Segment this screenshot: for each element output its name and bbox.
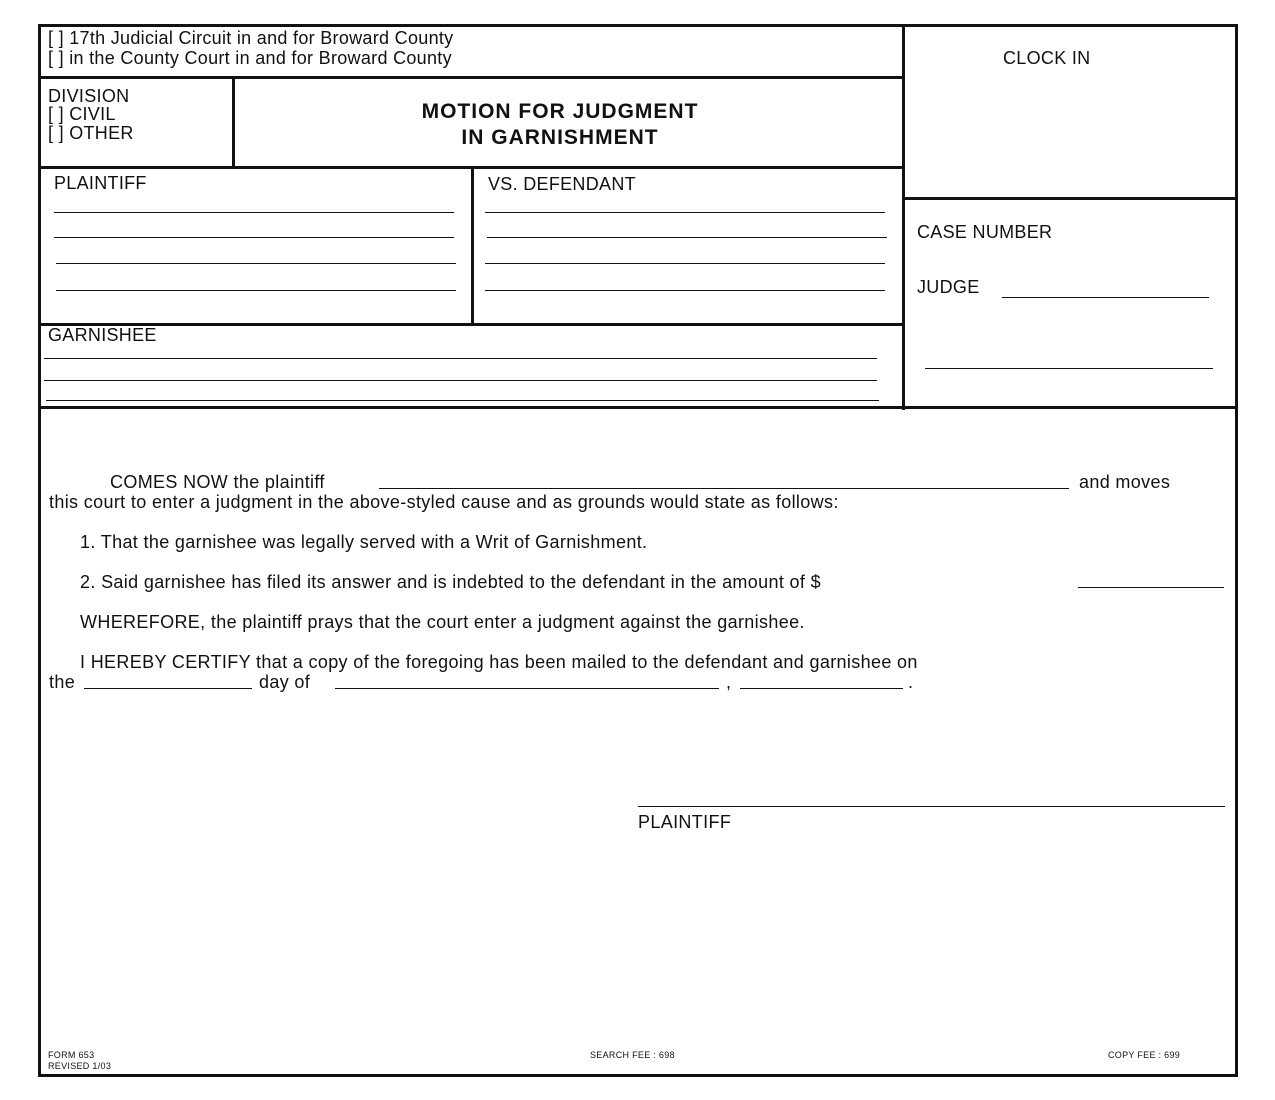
frame-bottom (38, 1074, 1238, 1077)
form-title (235, 99, 885, 151)
the-text: the (49, 672, 76, 692)
wherefore-text: WHEREFORE, the plaintiff prays that the court enter a judgment against the garnishee. (80, 612, 805, 632)
divider-parties (471, 166, 474, 326)
divider-clock-in (904, 197, 1238, 200)
comes-now-text: COMES NOW the plaintiff (110, 472, 325, 492)
garnishee-line[interactable] (44, 358, 877, 359)
garnishee-line[interactable] (46, 400, 879, 401)
divider-court (38, 76, 904, 79)
clock-in-label: CLOCK IN (1003, 48, 1091, 68)
judge-label: JUDGE (917, 277, 980, 297)
plaintiff-line[interactable] (54, 237, 454, 238)
division-other: [ ] OTHER (48, 123, 134, 143)
plaintiff-name-blank[interactable] (379, 488, 1069, 489)
item-1-text: 1. That the garnishee was legally served with a Writ of Garnishment. (80, 532, 648, 552)
period-text: . (908, 672, 914, 692)
frame-left (38, 24, 41, 1077)
defendant-line[interactable] (485, 212, 885, 213)
signature-plaintiff-label: PLAINTIFF (638, 812, 732, 832)
plaintiff-line[interactable] (56, 290, 456, 291)
frame-top (38, 24, 1238, 27)
defendant-label: VS. DEFENDANT (488, 174, 636, 194)
search-fee: SEARCH FEE : 698 (590, 1050, 675, 1060)
divider-right-column (902, 24, 905, 410)
plaintiff-line[interactable] (54, 212, 454, 213)
day-blank[interactable] (84, 688, 252, 689)
defendant-line[interactable] (485, 290, 885, 291)
case-extra-line[interactable] (925, 368, 1213, 369)
item-2-text: 2. Said garnishee has filed its answer and is indebted to the defendant in the amount of $ (80, 572, 821, 592)
garnishee-label: GARNISHEE (48, 325, 157, 345)
court-option-circuit: [ ] 17th Judicial Circuit in and for Broward County (48, 28, 454, 48)
court-option-county: [ ] in the County Court in and for Broward County (48, 48, 452, 68)
comma-text: , (726, 672, 732, 692)
form-title-line1: MOTION FOR JUDGMENT (421, 100, 699, 123)
month-blank[interactable] (335, 688, 719, 689)
judge-line[interactable] (1002, 297, 1209, 298)
garnishee-line[interactable] (44, 380, 877, 381)
amount-blank[interactable] (1078, 587, 1224, 588)
form-number: FORM 653 (48, 1050, 95, 1060)
certify-text: I HEREBY CERTIFY that a copy of the foregoing has been mailed to the defendant and garnishee on (80, 652, 918, 672)
defendant-line[interactable] (487, 237, 887, 238)
and-moves-text: and moves (1079, 472, 1171, 492)
divider-parties-bottom (38, 323, 904, 326)
signature-line[interactable] (638, 806, 1225, 807)
case-number-label: CASE NUMBER (917, 222, 1053, 242)
division-civil: [ ] CIVIL (48, 104, 116, 124)
day-of-text: day of (259, 672, 311, 692)
plaintiff-line[interactable] (56, 263, 456, 264)
divider-header-bottom (38, 406, 1238, 409)
frame-right (1235, 24, 1238, 1077)
year-blank[interactable] (740, 688, 903, 689)
defendant-line[interactable] (485, 263, 885, 264)
grounds-text: this court to enter a judgment in the above-styled cause and as grounds would state as follows: (49, 492, 839, 512)
form-revised: REVISED 1/03 (48, 1061, 112, 1071)
division-label: DIVISION (48, 86, 130, 106)
plaintiff-label: PLAINTIFF (54, 173, 147, 193)
form-title-line2: IN GARNISHMENT (461, 126, 659, 149)
copy-fee: COPY FEE : 699 (1108, 1050, 1181, 1060)
